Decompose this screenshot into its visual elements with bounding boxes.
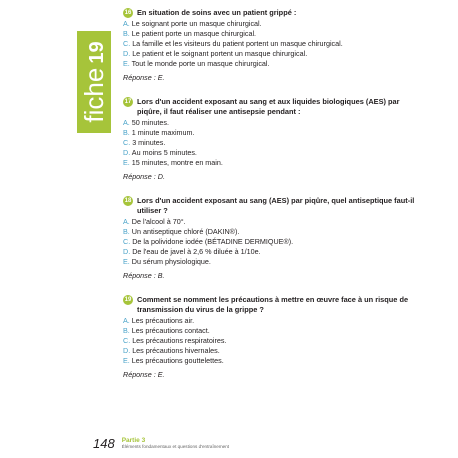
option-text: Les précautions respiratoires.	[132, 336, 227, 345]
option-letter: C.	[123, 237, 131, 246]
option-item	[123, 217, 423, 227]
option-text: Le soignant porte un masque chirurgical.	[131, 19, 262, 28]
option-item	[123, 128, 423, 138]
options-list	[123, 19, 423, 69]
option-letter: C.	[123, 39, 131, 48]
option-letter: B.	[123, 29, 130, 38]
option-text: De l'alcool à 70°.	[131, 217, 186, 226]
page-footer	[93, 437, 229, 450]
option-text: 15 minutes, montre en main.	[131, 158, 223, 167]
option-item	[123, 29, 423, 39]
option-text: Tout le monde porte un masque chirurgical.	[131, 59, 270, 68]
option-text: Le patient porte un masque chirurgical.	[131, 29, 257, 38]
question-number-badge: 16	[124, 10, 132, 16]
answer-text: Réponse : D.	[123, 172, 165, 181]
option-text: 50 minutes.	[131, 118, 169, 127]
option-item	[123, 316, 423, 326]
option-item	[123, 59, 423, 69]
option-item	[123, 346, 423, 356]
options-list	[123, 118, 423, 168]
option-text: Le patient et le soignant portent un masque chirurgical.	[132, 49, 308, 58]
option-letter: D.	[123, 148, 131, 157]
option-letter: A.	[123, 118, 130, 127]
fiche-tab-label	[81, 41, 107, 122]
option-letter: C.	[123, 138, 131, 147]
question-text: Lors d'un accident exposant au sang (AES) par piqûre, quel antiseptique faut-il utiliser ?	[137, 196, 415, 215]
fiche-number: 19	[86, 41, 108, 64]
option-item	[123, 227, 423, 237]
options-list	[123, 217, 423, 267]
questions-list	[123, 8, 423, 394]
question-number-badge: 17	[124, 99, 132, 105]
answer-text: Réponse : E.	[123, 370, 165, 379]
option-text: La famille et les visiteurs du patient portent un masque chirurgical.	[132, 39, 343, 48]
option-item	[123, 336, 423, 346]
option-letter: E.	[123, 356, 130, 365]
part-block	[122, 437, 229, 450]
option-text: De l'eau de javel à 2,6 % diluée à 1/10e.	[132, 247, 261, 256]
options-list	[123, 316, 423, 366]
question-text: Lors d'un accident exposant au sang et aux liquides biologiques (AES) par piqûre, il faut réaliser une antisepsie pendant :	[137, 97, 400, 116]
option-letter: E.	[123, 257, 130, 266]
option-text: Au moins 5 minutes.	[131, 148, 197, 157]
option-letter: B.	[123, 227, 130, 236]
option-text: De la polividone iodée (BÉTADINE DERMIQUE®).	[132, 237, 294, 246]
option-letter: D.	[123, 247, 131, 256]
question-block	[123, 196, 423, 281]
option-letter: E.	[123, 59, 130, 68]
answer-text: Réponse : B.	[123, 271, 165, 280]
question-block	[123, 295, 423, 380]
option-letter: B.	[123, 128, 130, 137]
option-item	[123, 118, 423, 128]
option-text: Du sérum physiologique.	[131, 257, 211, 266]
option-item	[123, 326, 423, 336]
option-text: Un antiseptique chloré (DAKIN®).	[131, 227, 240, 236]
option-item	[123, 158, 423, 168]
option-text: 3 minutes.	[132, 138, 166, 147]
question-block	[123, 8, 423, 83]
option-text: Les précautions gouttelettes.	[131, 356, 224, 365]
fiche-word: fiche	[79, 67, 109, 123]
question-header	[123, 97, 423, 117]
option-item	[123, 138, 423, 148]
fiche-side-tab	[77, 31, 111, 133]
question-header	[123, 196, 423, 216]
option-item	[123, 49, 423, 59]
page-number: 148	[93, 436, 115, 451]
question-block	[123, 97, 423, 182]
option-item	[123, 19, 423, 29]
option-item	[123, 257, 423, 267]
option-letter: B.	[123, 326, 130, 335]
option-item	[123, 148, 423, 158]
answer-text: Réponse : E.	[123, 73, 165, 82]
option-letter: C.	[123, 336, 131, 345]
option-text: Les précautions hivernales.	[132, 346, 220, 355]
option-item	[123, 356, 423, 366]
option-letter: A.	[123, 217, 130, 226]
option-text: 1 minute maximum.	[131, 128, 195, 137]
question-number-badge: 19	[124, 297, 132, 303]
question-text: Comment se nomment les précautions à mettre en œuvre face à un risque de transmission du virus de la grippe ?	[137, 295, 409, 314]
option-item	[123, 39, 423, 49]
option-letter: D.	[123, 49, 131, 58]
option-letter: E.	[123, 158, 130, 167]
option-letter: A.	[123, 19, 130, 28]
option-item	[123, 247, 423, 257]
part-title: Partie 3	[121, 437, 146, 444]
option-letter: A.	[123, 316, 130, 325]
option-letter: D.	[123, 346, 131, 355]
question-text: En situation de soins avec un patient grippé :	[137, 8, 297, 17]
option-text: Les précautions contact.	[131, 326, 210, 335]
question-header	[123, 295, 423, 315]
part-subtitle: Éléments fondamentaux et questions d'entraînement	[121, 444, 230, 449]
question-number-badge: 18	[124, 198, 132, 204]
option-text: Les précautions air.	[131, 316, 195, 325]
question-header	[123, 8, 423, 18]
option-item	[123, 237, 423, 247]
